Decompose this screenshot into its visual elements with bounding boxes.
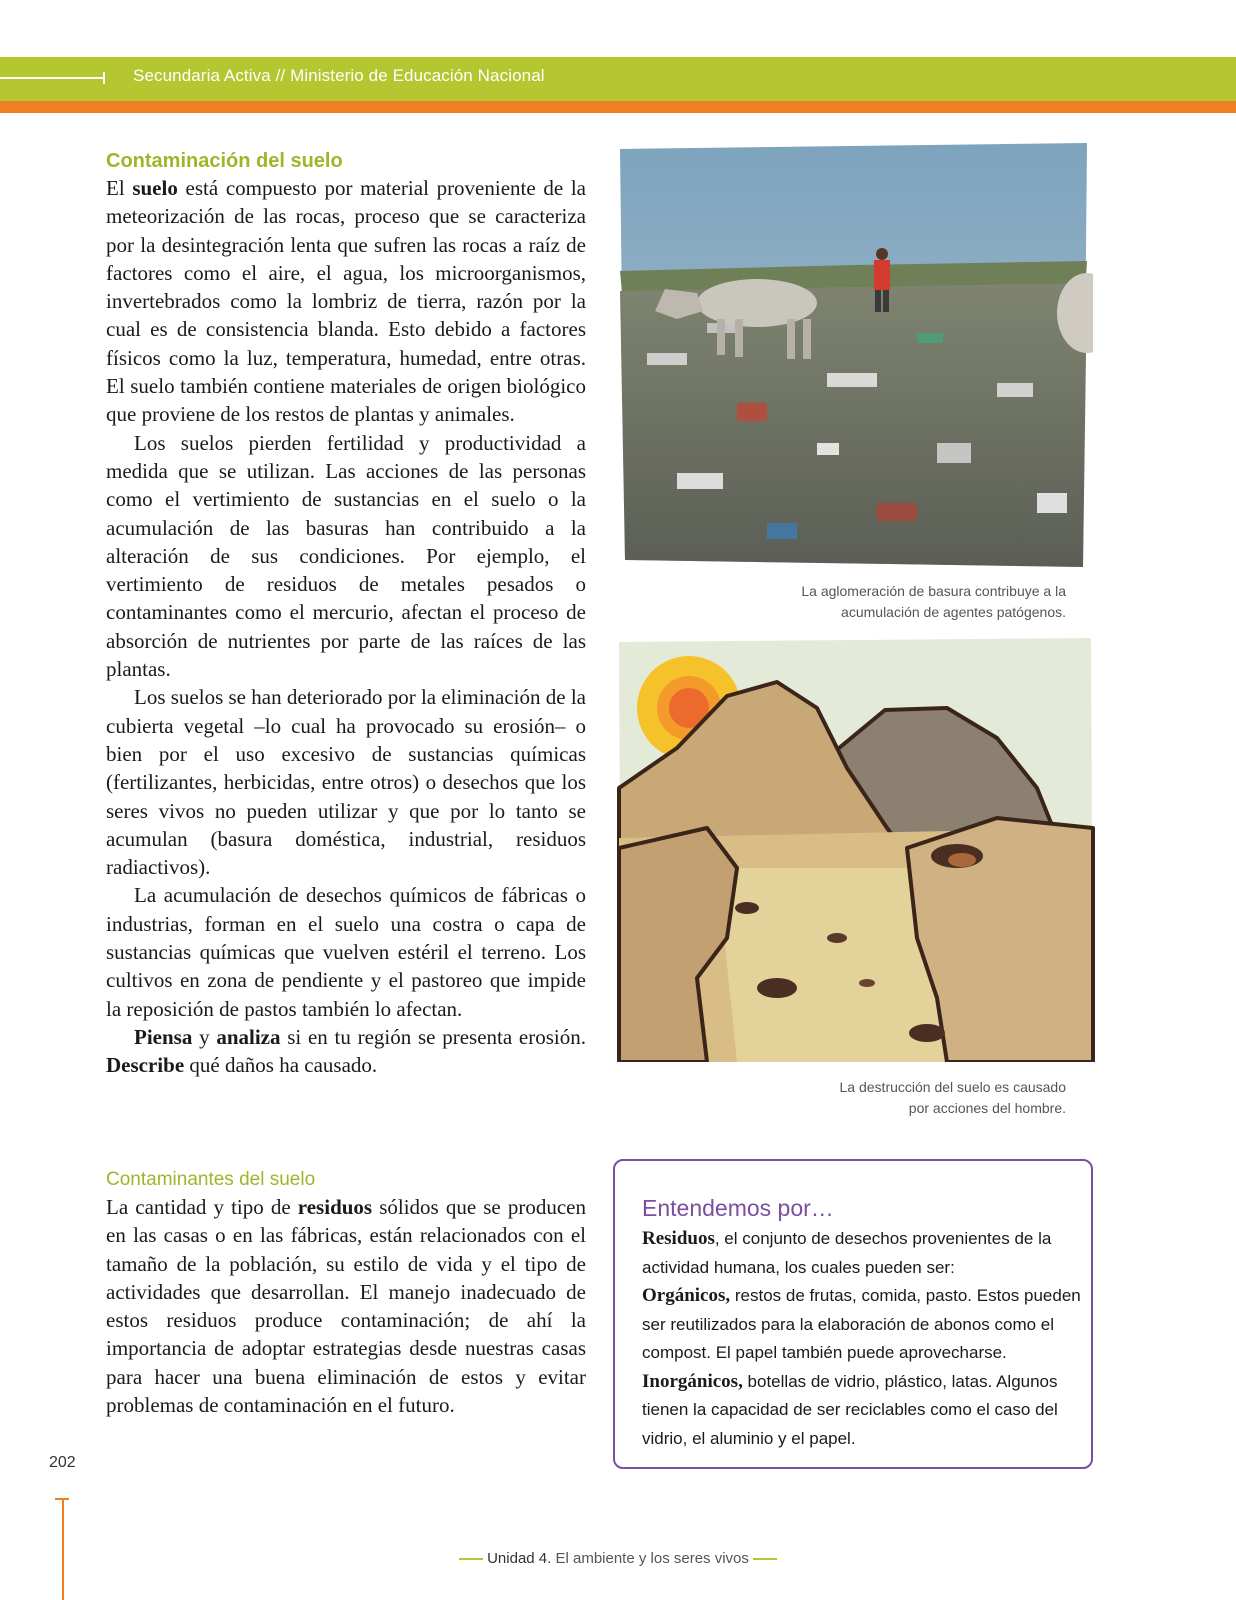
paragraph-4: La acumulación de desechos químicos de fábricas o industrias, forman en el suelo una costra o capa de sustancias químicas que vuelven estéril el terreno. Los cultivos en zona de pendiente y el pastoreo que impide la reposición de pastos también lo afectan. [106, 883, 586, 1021]
page-number: 202 [49, 1454, 76, 1471]
glossary-organicos: Orgánicos, restos de frutas, comida, pasto. Estos pueden ser reutilizados para la elaboración de abonos como el compost. El papel también puede aprovecharse. [642, 1285, 1081, 1362]
section-soil-contaminants [106, 1167, 586, 1419]
header-title: Secundaria Activa // Ministerio de Educación Nacional [133, 66, 545, 85]
footer-title: El ambiente y los seres vivos [551, 1550, 749, 1567]
paragraph-3: Los suelos se han deteriorado por la eliminación de la cubierta vegetal –lo cual ha provocado su erosión– o bien por el uso excesivo de sustancias químicas (fertilizantes, herbicidas, entre otros) o desechos que los seres vivos no pueden utilizar y que por lo tanto se acumulan (basura doméstica, industrial, residuos radiactivos). [106, 685, 586, 880]
landfill-photo [617, 143, 1093, 567]
paragraph-5: Piensa y analiza si en tu región se presenta erosión. Describe qué daños ha causado. [106, 1024, 587, 1078]
header-stripe [0, 101, 1236, 113]
paragraph-1: El suelo está compuesto por material proveniente de la meteorización de las rocas, proceso que se caracteriza por la desintegración lenta que sufren las rocas a raíz de factores como el aire, el agua, los microorganismos, invertebrados como la lombriz de tierra, razón por la cual es de consistencia blanda. Esto debido a factores físicos como la luz, temperatura, humedad, entre otras. El suelo también contiene materiales de origen biológico que proviene de los restos de plantas y animales. [106, 176, 586, 427]
header-rule-tick [103, 72, 105, 84]
glossary-box [613, 1159, 1093, 1469]
margin-line [62, 1498, 64, 1600]
footer [0, 1550, 1236, 1567]
subsection-title: Contaminantes del suelo [106, 1169, 316, 1190]
paragraph-2: Los suelos pierden fertilidad y productividad a medida que se utilizan. Las acciones de las personas como el vertimiento de sustancias en el suelo o la acumulación de las basuras han contribuido a la alteración de sus condiciones. Por ejemplo, el vertimiento de residuos de metales pesados o contaminantes como el mercurio, afectan el proceso de absorción de nutrientes por parte de las raíces de las plantas. [106, 430, 586, 682]
glossary-residuos: Residuos, el conjunto de desechos provenientes de la actividad humana, los cuales pueden ser: [642, 1228, 1052, 1277]
glossary-title: Entendemos por… [642, 1195, 834, 1221]
section-soil-contamination [106, 148, 586, 1080]
footer-rule-left [459, 1558, 483, 1560]
header-rule [0, 77, 104, 79]
glossary-body [642, 1225, 1082, 1453]
glossary-inorganicos: Inorgánicos, botellas de vidrio, plástico, latas. Algunos tienen la capacidad de ser reciclables como el caso del vidrio, el aluminio y el papel. [642, 1370, 1058, 1448]
photo-caption: La aglomeración de basura contribuye a la acumulación de agentes patógenos. [801, 583, 1066, 620]
illustration-caption: La destrucción del suelo es causado por acciones del hombre. [839, 1079, 1066, 1116]
section-title: Contaminación del suelo [106, 150, 343, 172]
paragraph-6: La cantidad y tipo de residuos sólidos que se producen en las casas o en las fábricas, están relacionados con el tamaño de la población, su estilo de vida y el tipo de actividades que desarrollan. El manejo inadecuado de estos residuos produce contaminación; de ahí la importancia de adoptar estrategias desde nuestras casas para hacer una buena eliminación de estos y evitar problemas de contaminación en el futuro. [106, 1195, 586, 1418]
footer-rule-right [753, 1558, 777, 1560]
footer-unit: Unidad 4. [487, 1550, 552, 1567]
eroded-soil-illustration [617, 638, 1095, 1062]
